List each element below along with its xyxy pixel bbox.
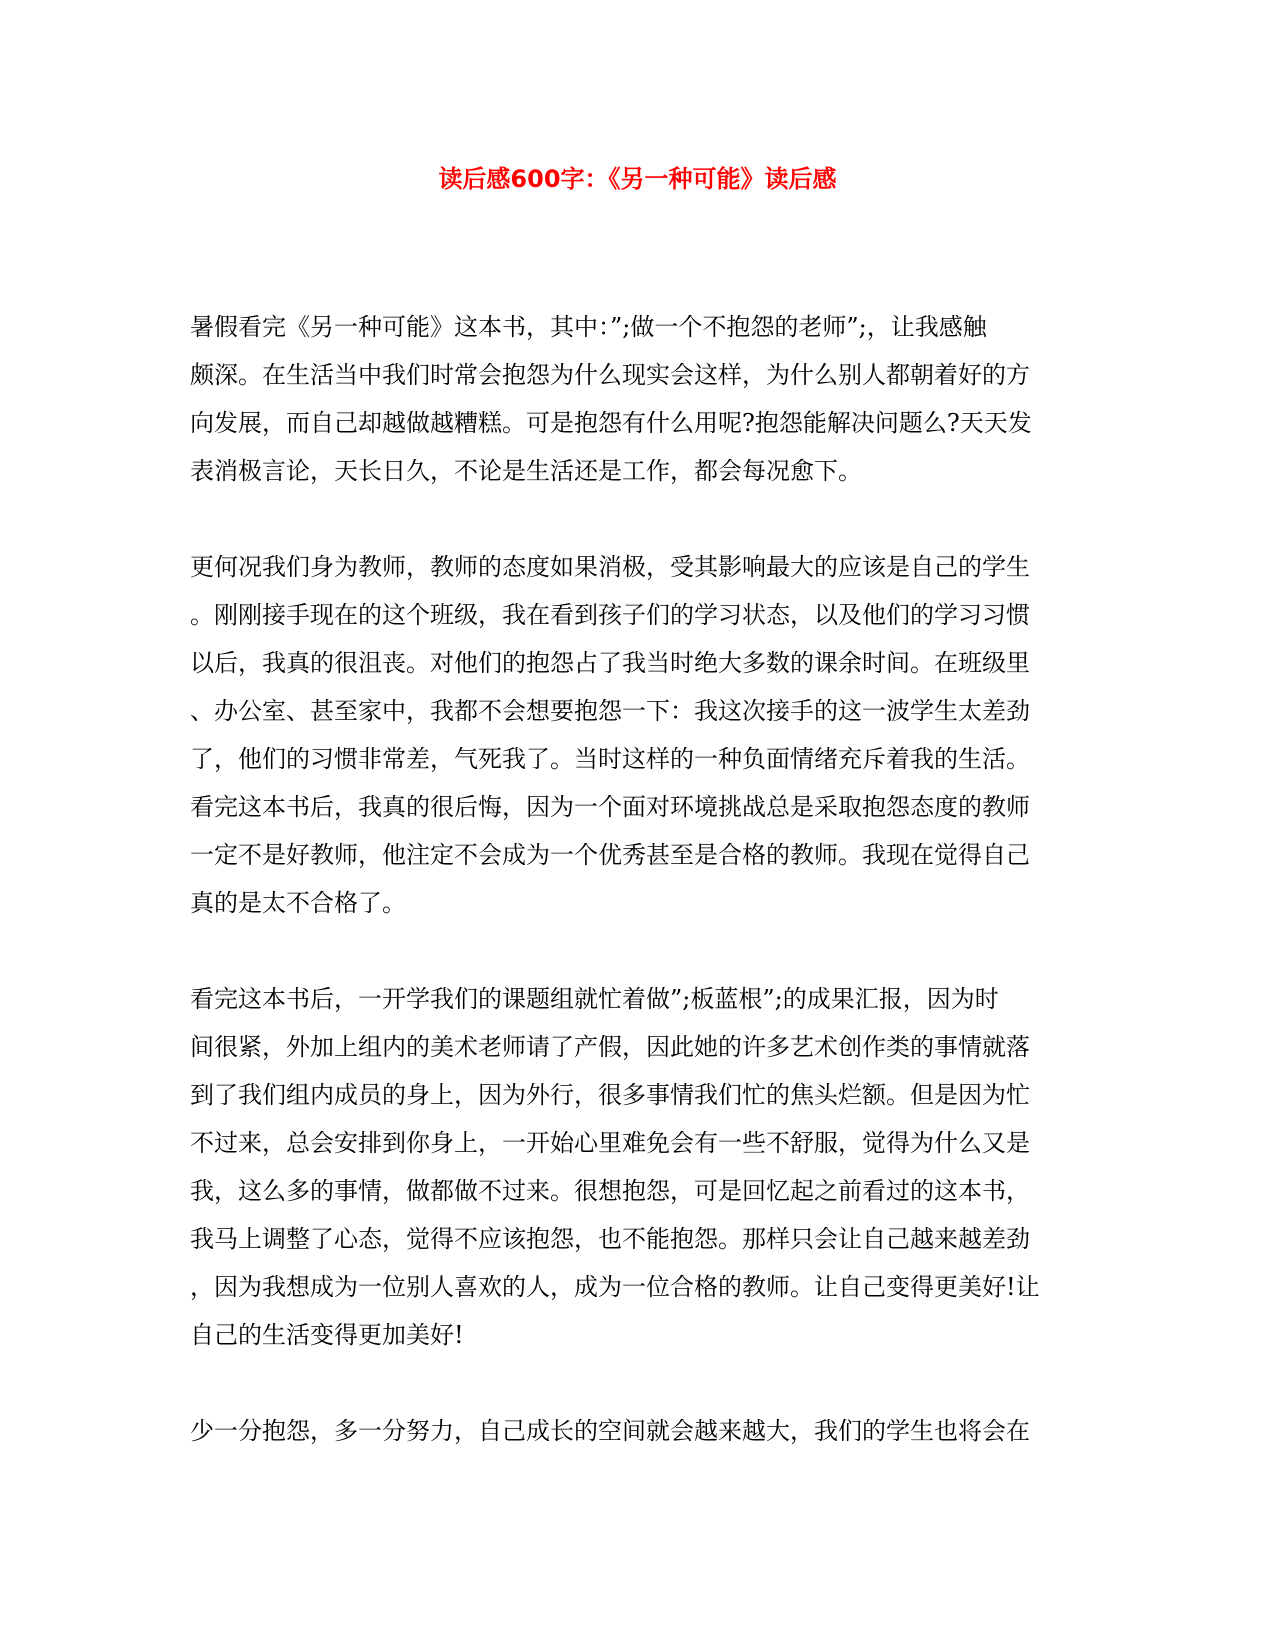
text-line: 向发展，而自己却越做越糟糕。可是抱怨有什么用呢?抱怨能解决问题么?天天发 <box>190 409 1032 437</box>
text-line: 到了我们组内成员的身上，因为外行，很多事情我们忙的焦头烂额。但是因为忙 <box>190 1081 1030 1109</box>
text-line: 我，这么多的事情，做都做不过来。很想抱怨，可是回忆起之前看过的这本书， <box>190 1177 1030 1205</box>
text-line: 暑假看完《另一种可能》这本书，其中：”;做一个不抱怨的老师”;，让我感触 <box>190 313 987 341</box>
text-line: 更何况我们身为教师，教师的态度如果消极，受其影响最大的应该是自己的学生 <box>190 553 1030 581</box>
text-line: 看完这本书后，一开学我们的课题组就忙着做”;板蓝根”;的成果汇报，因为时 <box>190 985 999 1013</box>
paragraph-4 <box>190 1407 1090 1455</box>
text-line: 颇深。在生活当中我们时常会抱怨为什么现实会这样，为什么别人都朝着好的方 <box>190 361 1030 389</box>
document-title: 读后感600字：《另一种可能》读后感 <box>438 165 837 193</box>
text-line: 。刚刚接手现在的这个班级，我在看到孩子们的学习状态，以及他们的学习习惯 <box>190 601 1030 629</box>
paragraph-1 <box>190 303 1090 495</box>
document-body <box>190 303 1090 1503</box>
text-line: 不过来，总会安排到你身上，一开始心里难免会有一些不舒服，觉得为什么又是 <box>190 1129 1030 1157</box>
text-line: 看完这本书后，我真的很后悔，因为一个面对环境挑战总是采取抱怨态度的教师 <box>190 793 1030 821</box>
text-line: 表消极言论，天长日久，不论是生活还是工作，都会每况愈下。 <box>190 457 862 485</box>
paragraph-3 <box>190 975 1090 1359</box>
text-line: 少一分抱怨，多一分努力，自己成长的空间就会越来越大，我们的学生也将会在 <box>190 1417 1030 1445</box>
text-line: 间很紧，外加上组内的美术老师请了产假，因此她的许多艺术创作类的事情就落 <box>190 1033 1030 1061</box>
text-line: 了，他们的习惯非常差，气死我了。当时这样的一种负面情绪充斥着我的生活。 <box>190 745 1030 773</box>
text-line: 、办公室、甚至家中，我都不会想要抱怨一下：我这次接手的这一波学生太差劲 <box>190 697 1030 725</box>
paragraph-2 <box>190 543 1090 927</box>
text-line: ，因为我想成为一位别人喜欢的人，成为一位合格的教师。让自己变得更美好!让 <box>190 1273 1040 1301</box>
text-line: 自己的生活变得更加美好! <box>190 1321 464 1349</box>
text-line: 以后，我真的很沮丧。对他们的抱怨占了我当时绝大多数的课余时间。在班级里 <box>190 649 1030 677</box>
text-line: 真的是太不合格了。 <box>190 889 406 917</box>
text-line: 一定不是好教师，他注定不会成为一个优秀甚至是合格的教师。我现在觉得自己 <box>190 841 1030 869</box>
text-line: 我马上调整了心态，觉得不应该抱怨，也不能抱怨。那样只会让自己越来越差劲 <box>190 1225 1030 1253</box>
